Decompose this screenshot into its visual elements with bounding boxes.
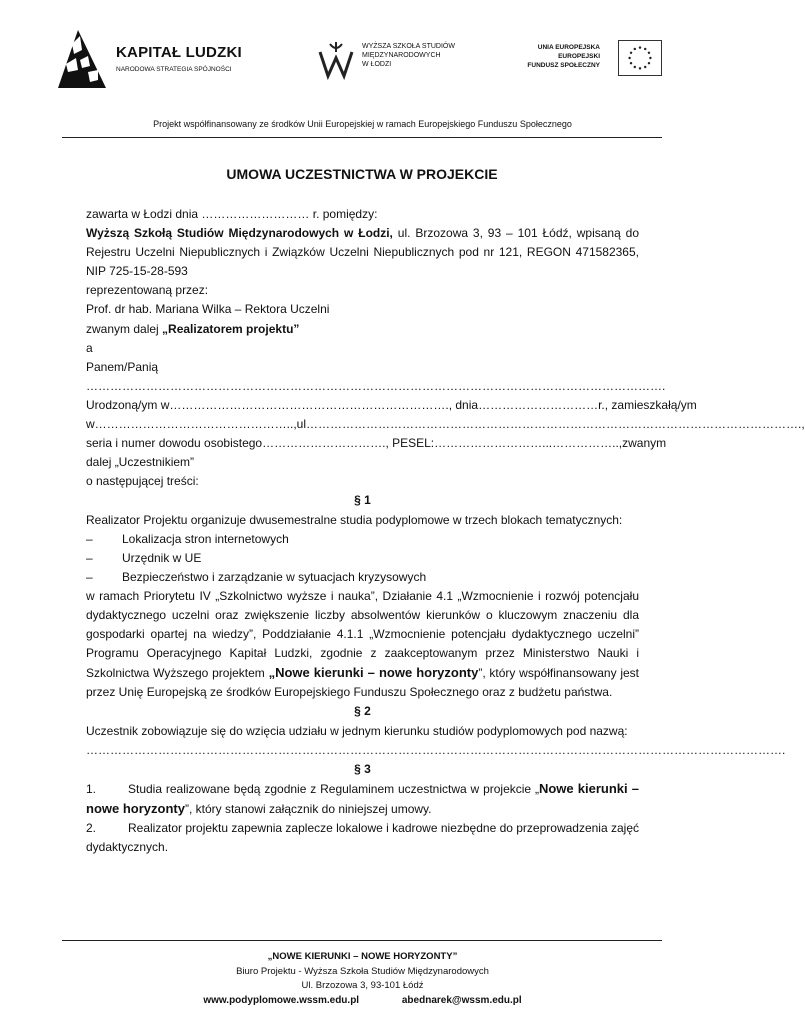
header-divider <box>62 137 662 138</box>
document-title: UMOWA UCZESTNICTWA W PROJEKCIE <box>226 166 498 182</box>
eu-text <box>522 43 600 70</box>
birth-place-blank: ……………………………………………………………., dnia <box>169 397 479 412</box>
id-blank: …………………………., PESEL: <box>262 436 435 451</box>
kapital-ludzki-emblem-icon <box>58 30 106 88</box>
bullet-text: Bezpieczeństwo i zarządzanie w sytuacjach kryzysowych <box>122 569 427 584</box>
item1-text-b: ”, który stanowi załącznik do niniejszej umowy. <box>184 801 432 816</box>
birth-label: Urodzoną/ym w <box>86 397 170 412</box>
wssm-emblem-icon <box>316 40 356 80</box>
list-item <box>86 568 639 587</box>
participant-name-line: Panem/Panią ………………………………………………………………………………………………………………………………. <box>86 359 666 393</box>
address-line <box>86 415 805 434</box>
city-blank: w………………………………………….., <box>86 417 297 432</box>
called-prefix: zwanym dalej <box>86 321 163 336</box>
footer-divider <box>62 940 662 941</box>
party1-details: ul. Brzozowa 3, 93 – 101 Łódź, wpisaną do Rejestru Uczelni Niepublicznych i Związków Uczelni Niepublicznych pod nr 121, REGON 471582365, NIP 725-15-28-593 <box>86 226 639 279</box>
section-1-heading: § 1 <box>354 493 371 508</box>
page-footer <box>0 950 725 1008</box>
section-2-blank: …………………………………………………………………………………………………………………………………………………………. <box>86 742 786 757</box>
list-item <box>86 530 639 549</box>
realizer-name: „Realizatorem projektu” <box>162 321 300 336</box>
footer-contacts <box>0 994 725 1009</box>
content-following: o następującej treści: <box>86 474 199 489</box>
birth-date-blank: …………………………r., zamieszkałą/ym <box>478 397 697 412</box>
section-1-text-a: w ramach Priorytetu IV „Szkolnictwo wyższe i nauka”, Działanie 4.1 „Wzmocnienie i rozwój potencjału dydaktycznego uczelni oraz zwiększenie liczby absolwentów kierunków o kluczowym znaczeniu dla gospodarki opartej na wiedzy”, Poddziałanie 4.1.1 „Wzmocnienie potencjału dydaktycznego uczelni” Programu Operacyjnego Kapitał Ludzki, zgodnie z zaakceptowanym przez Ministerstwo Nauki i Szkolnictwa Wyższego projektem <box>86 588 639 681</box>
street-blank: ul……………………………………………………………………………………………………………., <box>296 417 805 432</box>
realizer-definition <box>86 320 639 339</box>
project-name: „Nowe kierunki – nowe horyzonty <box>268 665 479 681</box>
rector: Prof. dr hab. Mariana Wilka – Rektora Uczelni <box>86 302 330 317</box>
id-line <box>86 434 667 453</box>
participant-definition: dalej „Uczestnikiem” <box>86 455 195 470</box>
wssm-logo <box>316 38 466 82</box>
kapital-ludzki-subtitle: NARODOWA STRATEGIA SPÓJNOŚCI <box>116 66 232 73</box>
party1-paragraph <box>86 224 639 281</box>
eu-logo <box>522 40 667 80</box>
footer-website-link[interactable]: www.podyplomowe.wssm.edu.pl <box>203 994 360 1006</box>
footer-office: Biuro Projektu - Wyższa Szkoła Studiów Międzynarodowych <box>236 965 489 977</box>
section-1-text-b: ”, który współfinansowany jest przez Unię Europejską ze środków Europejskiego Funduszu Społecznego oraz z budżetu państwa. <box>86 666 640 700</box>
wssm-name <box>362 42 455 69</box>
item1-text-a: Studia realizowane będą zgodnie z Regulaminem uczestnictwa w projekcie „ <box>128 781 539 796</box>
wssm-line1: WYŻSZA SZKOŁA STUDIÓW <box>362 43 455 50</box>
list-item <box>86 549 639 568</box>
item-number: 1. <box>86 781 97 796</box>
footer-email-link[interactable]: abednarek@wssm.edu.pl <box>401 994 522 1006</box>
eu-line2: EUROPEJSKI <box>558 53 600 60</box>
wssm-line2: MIĘDZYNARODOWYCH <box>362 52 441 59</box>
document-body <box>86 205 805 857</box>
eu-line3: FUNDUSZ SPOŁECZNY <box>527 62 600 69</box>
eu-line1: UNIA EUROPEJSKA <box>537 44 600 51</box>
item2-text: Realizator projektu zapewnia zaplecze lokalowe i kadrowe niezbędne do przeprowadzenia zajęć dydaktycznych. <box>86 821 639 855</box>
kapital-ludzki-logo <box>58 30 258 90</box>
eu-flag-icon <box>618 40 662 76</box>
footer-address: Ul. Brzozowa 3, 93-101 Łódź <box>301 980 424 991</box>
section-3-item-1 <box>86 779 639 819</box>
pesel-blank: ………………………...……………..,zwanym <box>434 436 667 451</box>
represented-by: reprezentowaną przez: <box>86 283 209 298</box>
item-number: 2. <box>86 821 97 835</box>
section-2-heading: § 2 <box>354 704 371 719</box>
section-3-item-2 <box>86 819 639 857</box>
dash-bullet-icon: – <box>86 531 93 546</box>
project-name: Nowe kierunki – nowe horyzonty <box>86 780 640 816</box>
kapital-ludzki-title: KAPITAŁ LUDZKI <box>116 44 242 61</box>
footer-project: „NOWE KIERUNKI – NOWE HORYZONTY” <box>267 951 458 962</box>
wssm-line3: W ŁODZI <box>362 61 392 68</box>
bullet-text: Urzędnik w UE <box>122 550 202 565</box>
bullet-text: Lokalizacja stron internetowych <box>122 531 289 546</box>
and-line: a <box>86 340 93 355</box>
section-2-text: Uczestnik zobowiązuje się do wzięcia udziału w jednym kierunku studiów podyplomowych pod nazwą: <box>86 723 628 738</box>
id-label: seria i numer dowodu osobistego <box>86 436 263 451</box>
dash-bullet-icon: – <box>86 569 93 584</box>
section-1-intro: Realizator Projektu organizuje dwusemestralne studia podyplomowe w trzech blokach tematycznych: <box>86 512 623 527</box>
dash-bullet-icon: – <box>86 550 93 565</box>
birth-line <box>86 396 697 415</box>
intro-date: zawarta w Łodzi dnia ……………………… r. pomiędzy: <box>86 207 378 221</box>
section-3-heading: § 3 <box>354 761 371 776</box>
page-header <box>0 0 725 129</box>
section-1-text <box>86 587 639 703</box>
cofinance-note: Projekt współfinansowany ze środków Unii Europejskiej w ramach Europejskiego Funduszu Społecznego <box>153 119 572 129</box>
party1-name: Wyższą Szkołą Studiów Międzynarodowych w Łodzi, <box>86 226 393 241</box>
